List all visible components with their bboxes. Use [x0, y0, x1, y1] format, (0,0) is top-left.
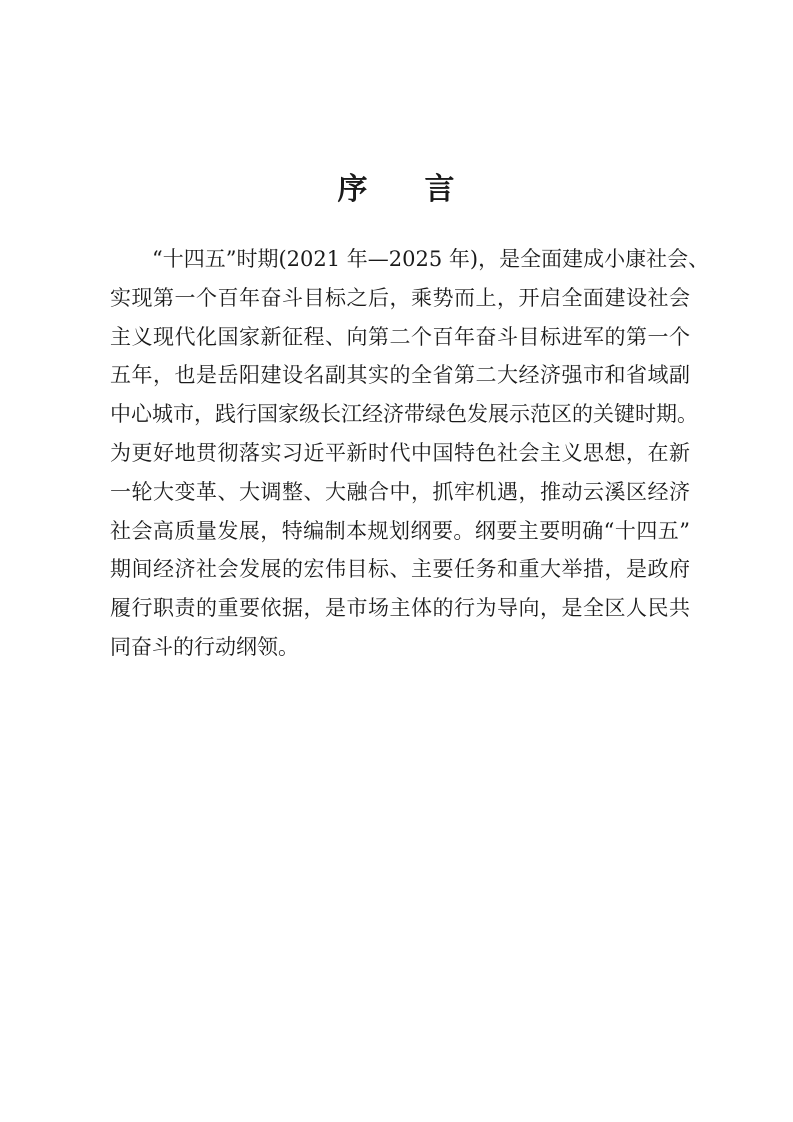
text-line-10: 履行职责的重要依据，是市场主体的行为导向，是全区人民共: [110, 596, 690, 621]
page-title: [0, 170, 793, 210]
text-line-7: 一轮大变革、大调整、大融合中，抓牢机遇，推动云溪区经济: [110, 479, 690, 504]
text-line-11: 同奋斗的行动纲领。: [110, 634, 299, 659]
text-line-2: 实现第一个百年奋斗目标之后，乘势而上，开启全面建设社会: [110, 285, 690, 310]
text-line-4: 五年，也是岳阳建设名副其实的全省第二大经济强市和省域副: [110, 363, 690, 388]
text-line-5: 中心城市，践行国家级长江经济带绿色发展示范区的关键时期。: [110, 402, 698, 427]
preface-paragraph: [110, 240, 710, 667]
text-line-1: “十四五”时期(2021 年—2025 年)，是全面建成小康社会、: [152, 247, 710, 271]
title-char-1: 序: [337, 172, 369, 207]
title-char-2: 言: [424, 172, 456, 207]
text-line-3: 主义现代化国家新征程、向第二个百年奋斗目标进军的第一个: [110, 324, 690, 349]
text-line-8: 社会高质量发展，特编制本规划纲要。纲要主要明确“十四五”: [110, 518, 690, 543]
text-line-9: 期间经济社会发展的宏伟目标、主要任务和重大举措，是政府: [110, 557, 690, 582]
text-line-6: 为更好地贯彻落实习近平新时代中国特色社会主义思想，在新: [110, 440, 690, 465]
